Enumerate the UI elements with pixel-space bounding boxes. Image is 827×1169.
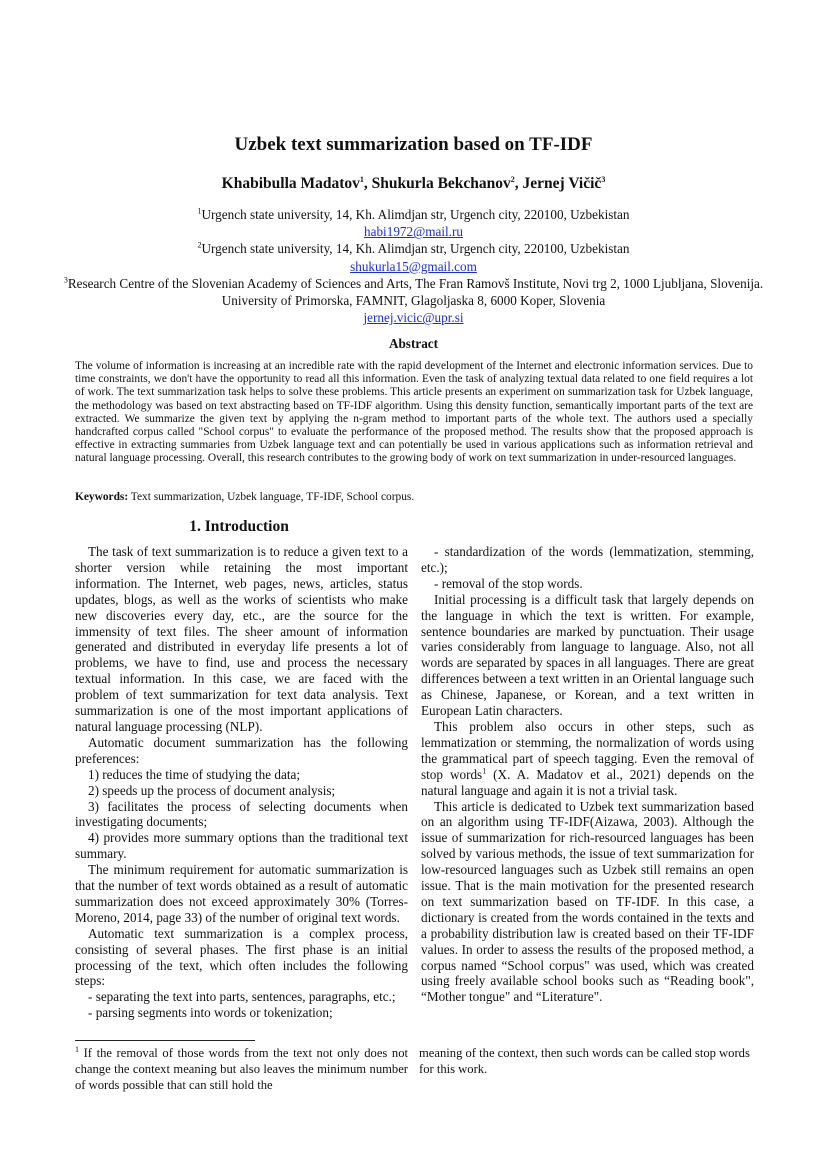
affiliation-1 xyxy=(60,206,767,223)
abstract-heading: Abstract xyxy=(388,336,439,351)
list-item: 1) reduces the time of studying the data; xyxy=(88,766,301,782)
keywords-label: Keywords: xyxy=(75,491,129,503)
affiliation-2 xyxy=(60,240,767,257)
author-name: , Shukurla Bekchanov xyxy=(363,175,511,192)
list-item: - removal of the stop words. xyxy=(434,575,583,591)
list-item: 3) facilitates the process of selecting documents when investigating documents; xyxy=(75,798,408,830)
paragraph: Automatic document summarization has the following preferences: xyxy=(75,734,408,766)
email-link[interactable]: habi1972@mail.ru xyxy=(364,224,463,240)
author-affiliation-mark: 1 xyxy=(359,174,364,184)
affiliation-mark: 2 xyxy=(197,241,202,251)
paper-title: Uzbek text summarization based on TF-IDF xyxy=(234,134,593,155)
affiliation-text: Urgench state university, 14, Kh. Alimdjan str, Urgench city, 220100, Uzbekistan xyxy=(201,207,630,222)
author-name: Khabibulla Madatov xyxy=(221,175,360,192)
footnote-right xyxy=(419,1046,759,1078)
list-item: 4) provides more summary options than the traditional text summary. xyxy=(75,830,408,862)
author-affiliation-mark: 3 xyxy=(601,174,606,184)
paragraph: Automatic text summarization is a complex process, consisting of several phases. The first phase is an initial processing of the text, which often includes the following steps: xyxy=(75,925,408,989)
footnote-number: 1 xyxy=(75,1044,79,1054)
keywords xyxy=(75,491,753,504)
left-column xyxy=(75,544,408,1021)
paragraph: The minimum requirement for automatic summarization is that the number of text words obtained as a result of automatic summarization does not exceed approximately 30% (Torres-Moreno, 2014, page 33) of the number of original text words. xyxy=(75,862,408,925)
affiliations xyxy=(60,206,767,326)
affiliation-mark: 1 xyxy=(197,206,202,216)
email-link[interactable]: shukurla15@gmail.com xyxy=(350,258,477,274)
footnote-left xyxy=(75,1046,408,1093)
list-item: 2) speeds up the process of document analysis; xyxy=(88,782,336,798)
author-affiliation-mark: 2 xyxy=(510,174,515,184)
affiliation-3 xyxy=(60,275,767,309)
footnote-text: If the removal of those words from the text not only does not change the context meaning but also leaves the minimum number of words possible that can still hold the xyxy=(75,1046,408,1092)
affiliation-text: Research Centre of the Slovenian Academy of Sciences and Arts, The Fran Ramovš Institute, Novi trg 2, 1000 Ljubljana, Slovenija. University of Primorska, FAMNIT, Glagoljaska 8, 6000 Koper, Slovenia xyxy=(67,275,764,309)
author-list xyxy=(0,174,827,194)
paragraph: Initial processing is a difficult task that largely depends on the language in which the text is written. For example, sentence boundaries are marked by punctuation. Their usage varies considerably from language to language. Also, not all words are separated by spaces in all languages. There are great differences between a text written in an Oriental language such as Chinese, Japanese, or Korean, and a text written in European Latin characters. xyxy=(421,591,754,719)
footnote-divider xyxy=(75,1040,255,1041)
footnote-mark: 1 xyxy=(482,766,487,776)
paragraph: The task of text summarization is to reduce a given text to a shorter version while retaining the most important information. The Internet, web pages, news, articles, status updates, blogs, as well as the works of scientists who make new discoveries every day, etc., are the source for the immensity of text files. The sheer amount of information generated and distributed in everyday life presents a lot of problems, we have to find, use and process the necessary textual information. In this case, we are faced with the problem of text summarization for text data analysis. Text summarization is one of the most important applications of natural language processing (NLP). xyxy=(75,544,408,734)
affiliation-mark: 3 xyxy=(63,275,68,285)
list-item: - standardization of the words (lemmatization, stemming, etc.); xyxy=(421,544,754,575)
paragraph-text: (X. A. Madatov et al., 2021) depends on the natural language and again it is not a trivial task. xyxy=(421,766,754,798)
section-heading: 1. Introduction xyxy=(189,518,289,535)
keywords-text: Text summarization, Uzbek language, TF-IDF, School corpus. xyxy=(128,491,415,503)
paragraph: This article is dedicated to Uzbek text summarization based on an algorithm using TF-IDF(Aizawa, 2003). Although the issue of summarization for rich-resourced languages has been solved by various methods, the issue of text summarization for low-resourced languages such as Uzbek still remains an open issue. That is the main motivation for the presented research on text summarization based on TF-IDF. In this case, a dictionary is created from the words contained in the texts and a probability distribution law is created based on their TF-IDF values. In order to assess the results of the proposed method, a corpus named “School corpus" was used, which was created using freely available school books such as “Reading book", “Mother tongue" and “Literature". xyxy=(421,798,754,1005)
paragraph-text: This problem also occurs in other steps, such as lemmatization or stemming, the normalization of words using the grammatical part of speech tagging. Even the removal of stop words xyxy=(421,718,754,782)
footnote-text: meaning of the context, then such words can be called stop words for this work. xyxy=(419,1046,750,1076)
paragraph xyxy=(421,719,754,799)
email-link[interactable]: jernej.vicic@upr.si xyxy=(363,310,464,326)
affiliation-text: Urgench state university, 14, Kh. Alimdjan str, Urgench city, 220100, Uzbekistan xyxy=(201,241,630,257)
author-name: , Jernej Vičič xyxy=(514,175,602,192)
list-item: - parsing segments into words or tokenization; xyxy=(88,1005,333,1021)
list-item: - separating the text into parts, sentences, paragraphs, etc.; xyxy=(88,989,396,1005)
right-column xyxy=(421,544,754,1005)
abstract-text: The volume of information is increasing at an incredible rate with the rapid development of the Internet and electronic information services. Due to time constraints, we don't have the opportunity to read all this information. Even the task of analyzing textual data related to one field requires a lot of work. The text summarization task helps to solve these problems. This article presents an experiment on summarization task for Uzbek language, the methodology was based on text abstracting based on TF-IDF algorithm. Using this density function, semantically important parts of the text are extracted. We summarize the given text by applying the n-gram method to important parts of the whole text. The authors used a specially handcrafted corpus called "School corpus" to evaluate the performance of the proposed method. The results show that the proposed approach is effective in extracting summaries from Uzbek language text and can potentially be used in various applications such as information retrieval and natural language processing. Overall, this research contributes to the growing body of work on text summarization in under-resourced languages. xyxy=(75,360,753,465)
